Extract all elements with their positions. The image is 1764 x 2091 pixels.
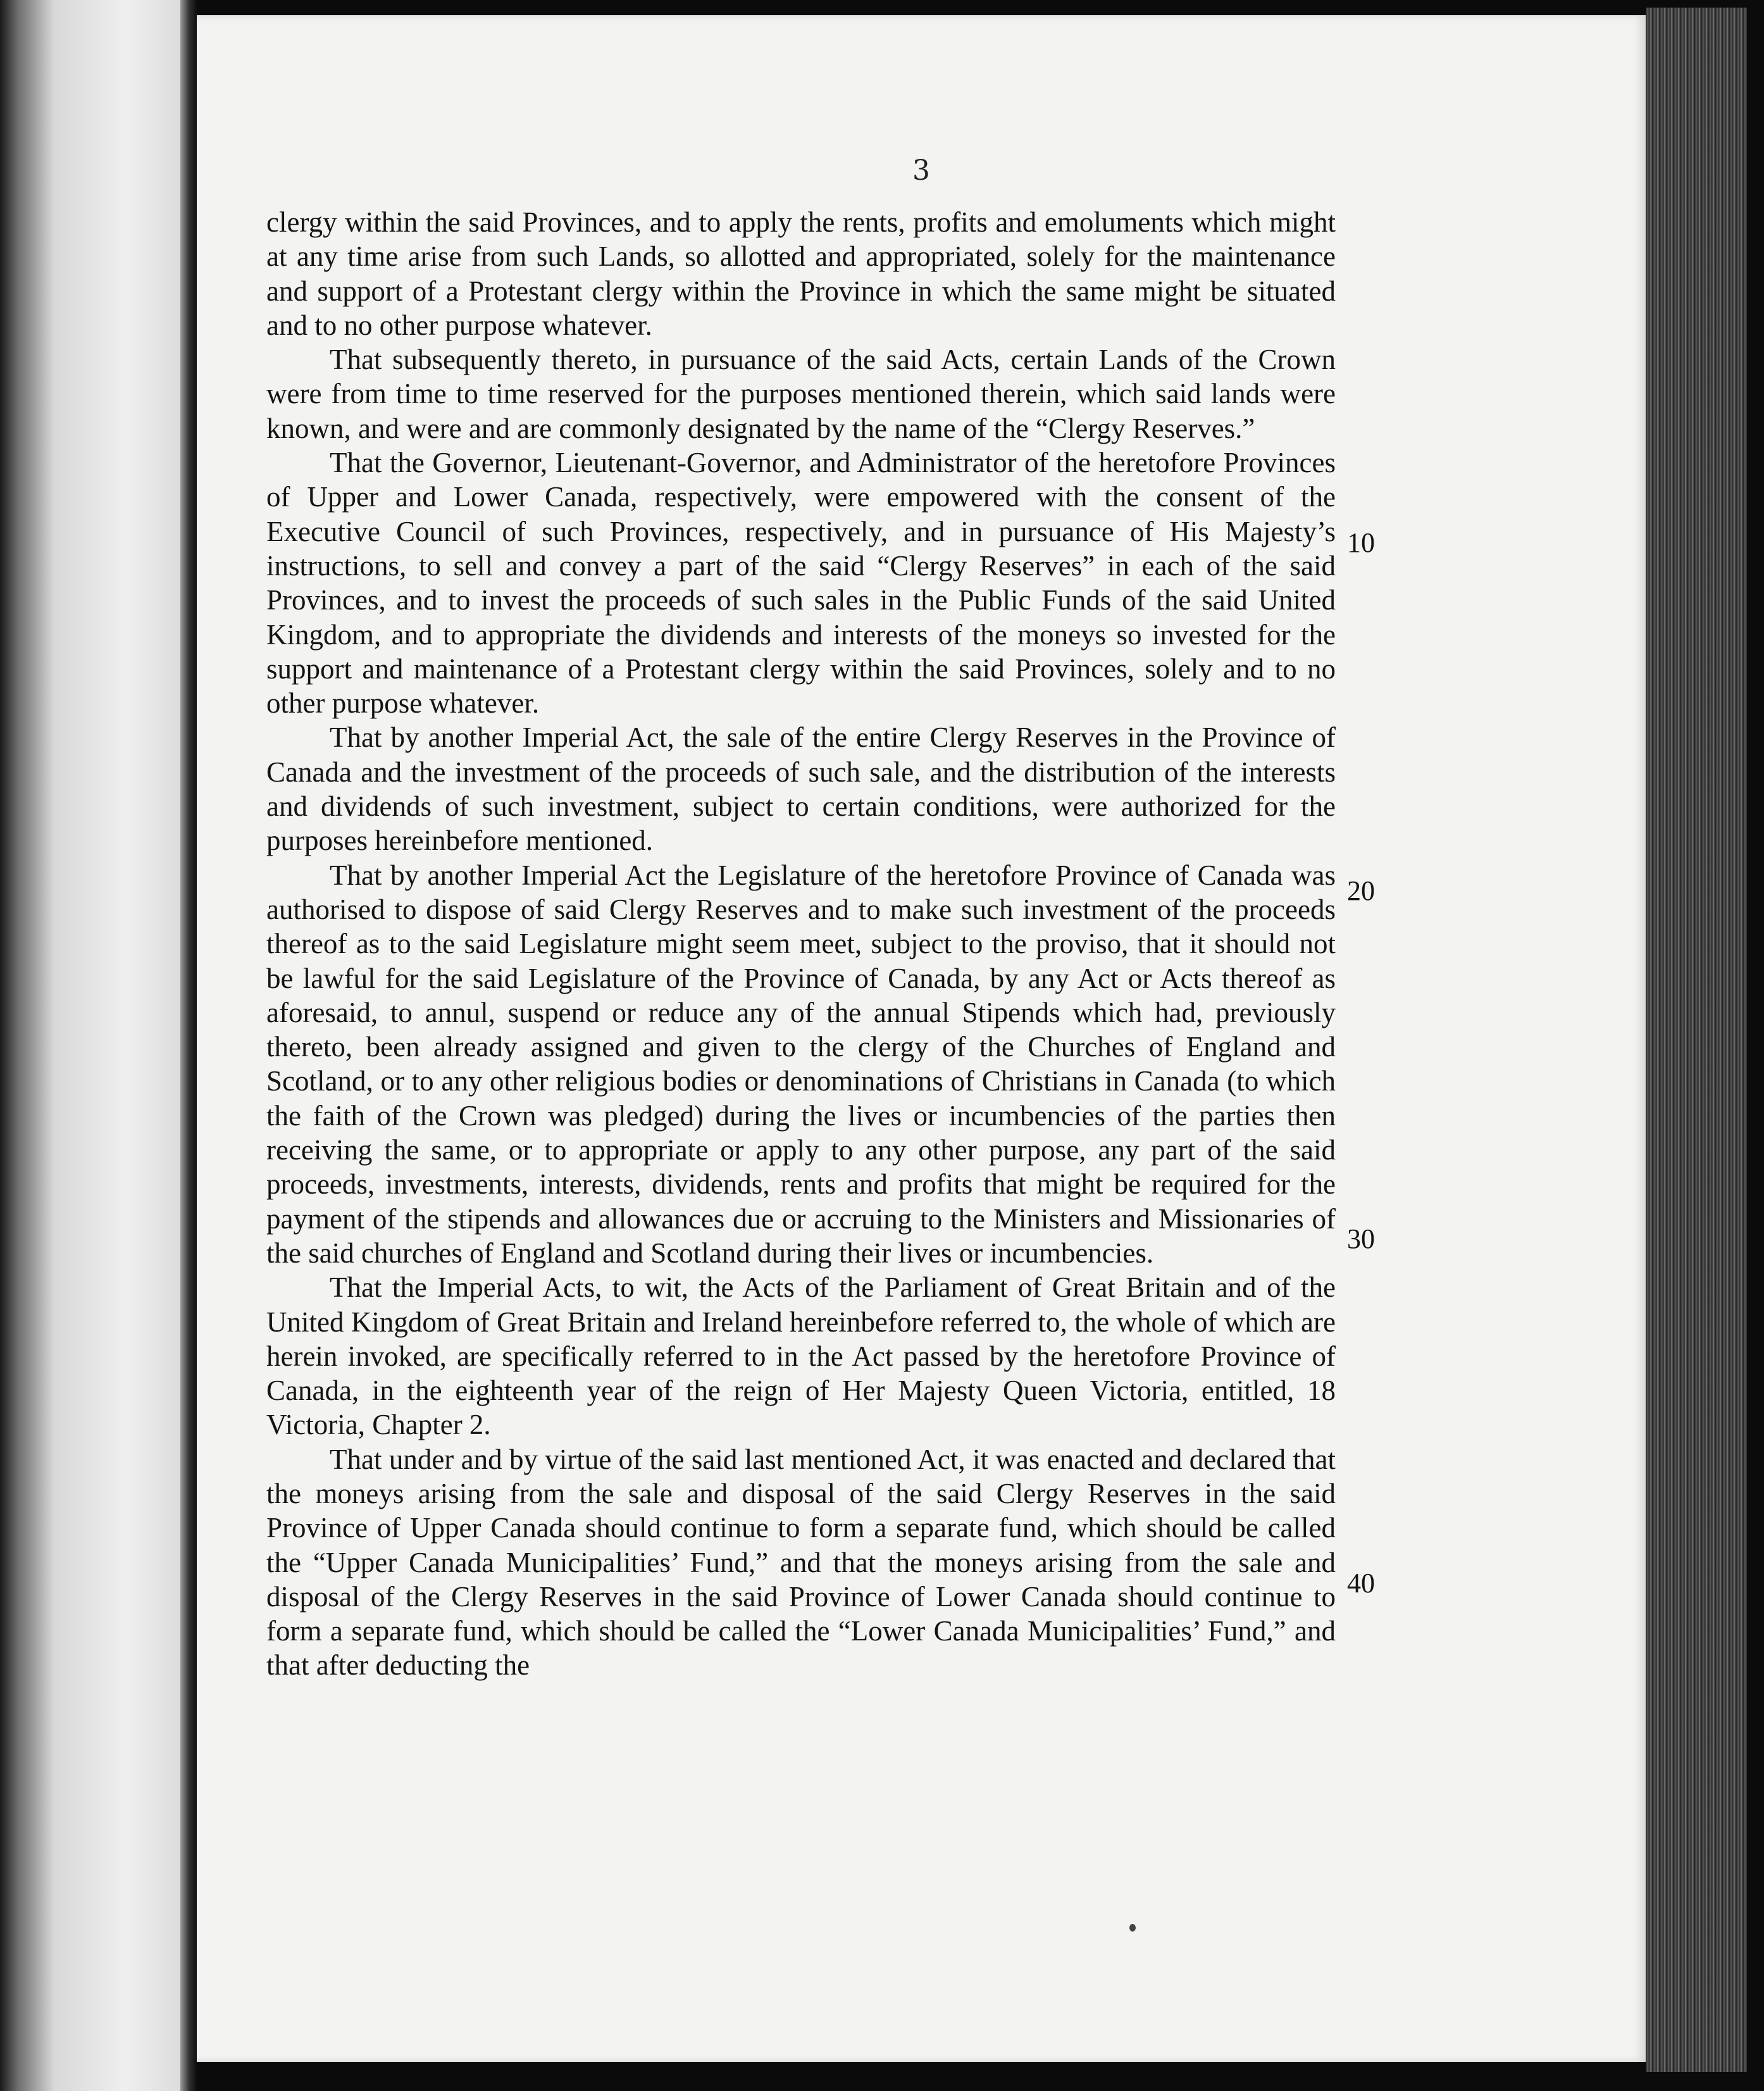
line-number-20: 20: [1347, 875, 1375, 906]
paragraph: That under and by virtue of the said last mentioned Act, it was enacted and declared that the moneys arising from the sale and disposal of the said Clergy Reserves in the said Province of Upper Canada should continue to form a separate fund, which should be called the “Upper Canada Municipalities’ Fund,” and that the moneys arising from the sale and disposal of the Clergy Reserves in the said Province of Lower Canada should continue to form a separate fund, which should be called the “Lower Canada Municipalities’ Fund,” and that after deducting the: [266, 1443, 1336, 1682]
line-number-30: 30: [1347, 1223, 1375, 1254]
book-gutter: [180, 0, 197, 2091]
left-page-edge: [0, 0, 180, 2091]
paragraph: That by another Imperial Act, the sale of the entire Clergy Reserves in the Province of Canada and the investment of the proceeds of such sale, and the distribution of the interests and dividends of such investment, subject to certain conditions, were authorized for the purposes hereinbefore mentioned.: [266, 721, 1336, 857]
paragraph: That the Imperial Acts, to wit, the Acts of the Parliament of Great Britain and of the United Kingdom of Great Britain and Ireland hereinbefore referred to, the whole of which are herein invoked, are specifically referred to in the Act passed by the heretofore Province of Canada, in the eighteenth year of the reign of Her Majesty Queen Victoria, entitled, 18 Victoria, Chapter 2.: [266, 1271, 1336, 1441]
paragraph: That the Governor, Lieutenant-Governor, and Administrator of the heretofore Provinces of Upper and Lower Canada, respectively, were empowered with the consent of the Executive Council of such Provinces, respectively, and in pursuance of His Majesty’s instructions, to sell and convey a part of the said “Clergy Reserves” in each of the said Provinces, and to invest the proceeds of such sales in the Public Funds of the said United Kingdom, and to appropriate the dividends and interests of the moneys so invested for the support and maintenance of a Protestant clergy within the said Provinces, solely and to no other purpose whatever.: [266, 447, 1336, 720]
paragraph: That by another Imperial Act the Legislature of the heretofore Province of Canada was authorised to dispose of said Clergy Reserves and to make such investment of the proceeds thereof as to the said Legislature might seem meet, subject to the proviso, that it should not be lawful for the said Legislature of the Province of Canada, by any Act or Acts thereof as aforesaid, to annul, suspend or reduce any of the annual Stipends which had, previously thereto, been already assigned and given to the clergy of the Churches of England and Scotland, or to any other religious bodies or denominations of Christians in Canada (to which the faith of the Crown was pledged) during the lives or incumbencies of the parties then receiving the same, or to appropriate or apply to any other purpose, any part of the said proceeds, investments, interests, dividends, rents and profits that might be required for the payment of the stipends and allowances due or accruing to the Ministers and Missionaries of the said churches of England and Scotland during their lives or incumbencies.: [266, 859, 1336, 1269]
page-number: 3: [912, 154, 930, 187]
paragraph: That subsequently thereto, in pursuance of the said Acts, certain Lands of the Crown were from time to time reserved for the purposes mentioned therein, which said lands were known, and were and are commonly designated by the name of the “Clergy Reserves.”: [266, 344, 1336, 444]
ink-speck: [1129, 1924, 1136, 1932]
line-number-margin: [197, 15, 1646, 2062]
line-number-10: 10: [1347, 527, 1375, 558]
paragraph: clergy within the said Provinces, and to apply the rents, profits and emoluments which might at any time arise from such Lands, so allotted and appropriated, solely for the maintenance and support of a Protestant clergy within the Province in which the same might be situated and to no other purpose whatever.: [266, 206, 1336, 341]
document-page: [197, 15, 1646, 2062]
line-number-40: 40: [1347, 1568, 1375, 1599]
page-stack-edge: [1646, 8, 1747, 2072]
